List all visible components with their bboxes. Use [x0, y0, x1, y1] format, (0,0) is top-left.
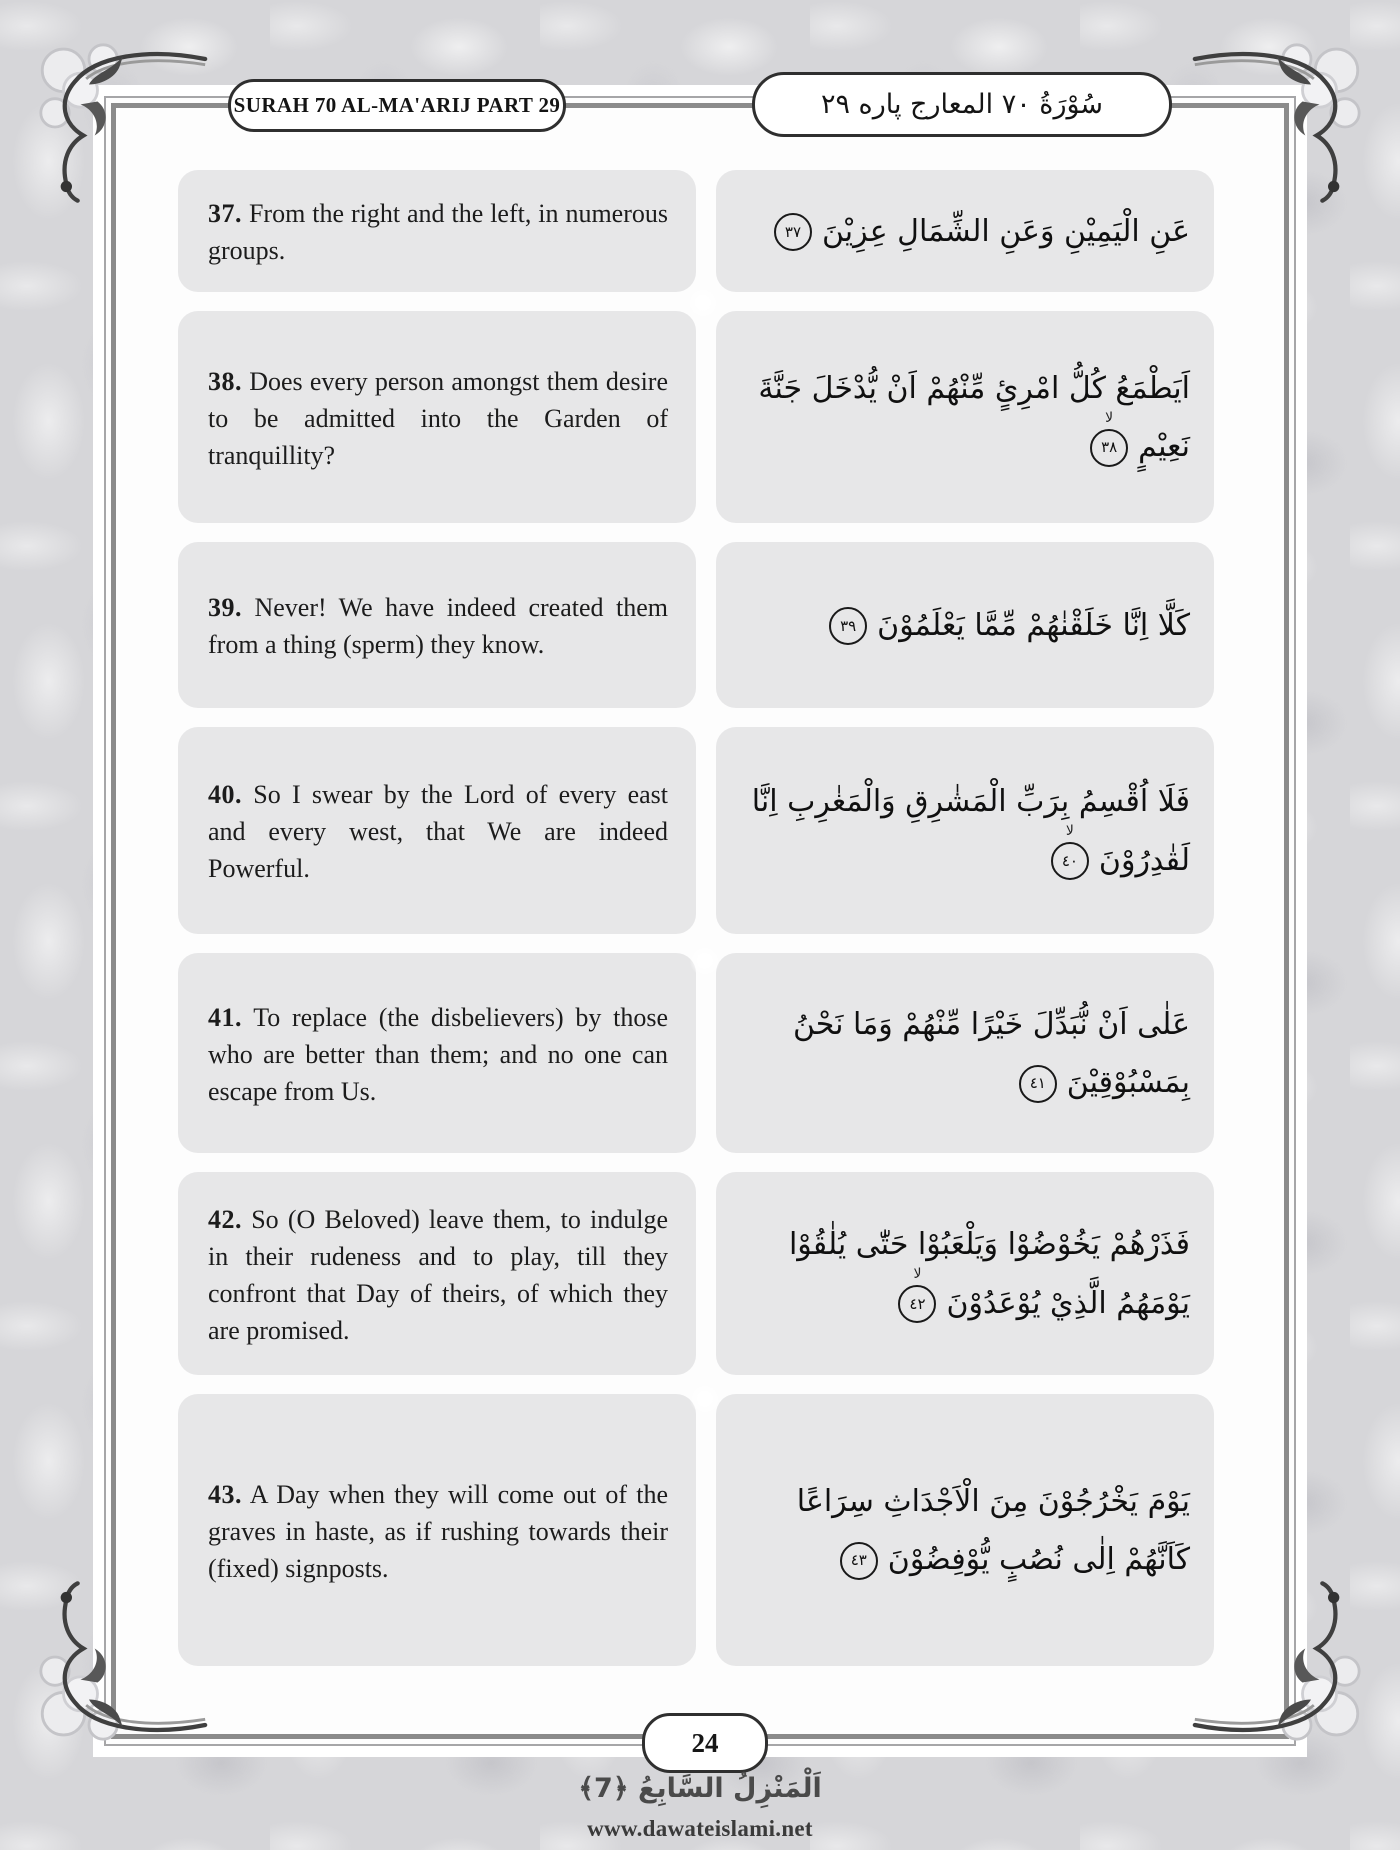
corner-flourish-bottom-right-ornament [1192, 1572, 1362, 1742]
verse-arabic-box [716, 170, 1214, 292]
corner-flourish-top-left-ornament [38, 42, 208, 212]
verse-translation-box [178, 542, 696, 708]
verse-translation: Never! We have indeed created them from a thing (sperm) they know. [208, 593, 668, 659]
verse-translation: So I swear by the Lord of every east and every west, that We are indeed Powerful. [208, 780, 669, 883]
ayah-end-marker [829, 607, 867, 645]
verse-arabic-text [738, 773, 1190, 890]
verse-arabic-text [738, 996, 1190, 1113]
waqf-mark: لا [1065, 823, 1074, 839]
verse-arabic-text [738, 360, 1190, 477]
verse-number: 38. [208, 366, 242, 396]
arabic-verse: يَوْمَ يَخْرُجُوْنَ مِنَ الْاَجْدَاثِ سِرَاعًا كَاَنَّهُمْ اِلٰى نُصُبٍ يُّوْفِضُوْنَ [796, 1483, 1190, 1577]
verse-translation-text [208, 999, 668, 1110]
website-url: www.dawateislami.net [587, 1816, 813, 1841]
scan-glare-sparkle [690, 946, 720, 976]
verse-number: 41. [208, 1002, 242, 1032]
ayah-end-marker [1051, 823, 1089, 880]
verse-number: 42. [208, 1204, 242, 1234]
verse-number: 37. [208, 199, 242, 228]
ayah-number: ٤٠ [1061, 851, 1078, 870]
verse-table [178, 170, 1214, 1685]
scan-glare-sparkle [690, 1384, 720, 1414]
ayah-end-marker [774, 213, 812, 251]
page-frame [104, 96, 1296, 1746]
verse-translation-text [208, 1201, 668, 1349]
waqf-mark: لا [1105, 409, 1114, 426]
verse-translation: Does every person amongst them desire to be admitted into the Garden of tranquillity? [208, 366, 669, 470]
verse-arabic-box [716, 953, 1214, 1153]
verse-translation-box [178, 1172, 696, 1375]
arabic-verse: كَلَّا اِنَّا خَلَقْنٰهُمْ مِّمَّا يَعْلَمُوْنَ [877, 607, 1190, 643]
page-number-badge: 24 [642, 1713, 768, 1773]
verse-row [178, 311, 1214, 523]
verse-arabic-text [738, 203, 1190, 262]
arabic-verse: فَلَا اُقْسِمُ بِرَبِّ الْمَشٰرِقِ وَالْمَغٰرِبِ اِنَّا لَقٰدِرُوْنَ [751, 784, 1190, 878]
arabic-verse: فَذَرْهُمْ يَخُوْضُوْا وَيَلْعَبُوْا حَتّٰى يُلٰقُوْا يَوْمَهُمُ الَّذِيْ يُوْعَدُوْنَ [788, 1227, 1190, 1321]
verse-translation-box [178, 311, 696, 523]
verse-translation-text [208, 195, 668, 269]
verse-row [178, 542, 1214, 708]
verse-arabic-text [738, 1216, 1190, 1333]
verse-translation: To replace (the disbelievers) by those who are better than them; and no one can escape from Us. [208, 1002, 668, 1106]
verse-translation-text [208, 363, 668, 474]
ayah-end-marker [840, 1542, 878, 1580]
verse-arabic-box [716, 1394, 1214, 1666]
scan-glare-sparkle [688, 288, 718, 318]
ayah-number: ٤٣ [850, 1551, 867, 1569]
verse-translation-text [208, 1476, 668, 1587]
verse-translation: So (O Beloved) leave them, to indulge in their rudeness and to play, till they confront that Day of theirs, of which they are promised. [208, 1204, 668, 1345]
arabic-verse: عَنِ الْيَمِيْنِ وَعَنِ الشِّمَالِ عِزِيْنَ [821, 213, 1190, 249]
verse-translation-box [178, 170, 696, 292]
ayah-number: ٣٩ [840, 616, 857, 635]
verse-arabic-box [716, 727, 1214, 934]
verse-row [178, 170, 1214, 292]
surah-title-arabic: سُوْرَةُ ٧٠ المعارج پاره ٢٩ [752, 72, 1172, 137]
corner-flourish-bottom-left-ornament [38, 1572, 208, 1742]
ayah-end-marker [1090, 409, 1128, 467]
verse-number: 39. [208, 593, 242, 622]
ayah-number: ٤١ [1029, 1074, 1046, 1092]
ayah-end-marker [1019, 1065, 1057, 1103]
ayah-end-marker [898, 1266, 936, 1323]
arabic-verse: اَيَطْمَعُ كُلُّ امْرِئٍ مِّنْهُمْ اَنْ يُّدْخَلَ جَنَّةَ نَعِيْمٍ [758, 370, 1190, 464]
verse-row [178, 727, 1214, 934]
verse-translation: From the right and the left, in numerous groups. [208, 199, 668, 265]
verse-arabic-box [716, 311, 1214, 523]
corner-flourish-top-right-ornament [1192, 42, 1362, 212]
verse-arabic-text [738, 1473, 1190, 1590]
manzil-label: اَلْمَنْزِلُ السَّابِعُ ﴿7﴾ [578, 1773, 822, 1804]
ayah-number: ٤٢ [909, 1294, 926, 1313]
verse-translation-box [178, 727, 696, 934]
verse-translation-text [208, 589, 668, 663]
ayah-number: ٣٨ [1101, 438, 1118, 456]
verse-arabic-box [716, 1172, 1214, 1375]
surah-title-english: SURAH 70 AL-MA'ARIJ PART 29 [228, 79, 566, 132]
waqf-mark: لا [913, 1266, 922, 1282]
verse-number: 43. [208, 1479, 242, 1509]
arabic-verse: عَلٰى اَنْ نُّبَدِّلَ خَيْرًا مِّنْهُمْ وَمَا نَحْنُ بِمَسْبُوْقِيْنَ [792, 1006, 1190, 1100]
verse-row [178, 953, 1214, 1153]
verse-row [178, 1394, 1214, 1666]
verse-translation-text [208, 776, 668, 887]
verse-translation-box [178, 1394, 696, 1666]
verse-row [178, 1172, 1214, 1375]
verse-translation: A Day when they will come out of the graves in haste, as if rushing towards their (fixed) signposts. [208, 1479, 668, 1583]
verse-arabic-box [716, 542, 1214, 708]
ayah-number: ٣٧ [784, 222, 802, 241]
verse-translation-box [178, 953, 696, 1153]
verse-arabic-text [738, 597, 1190, 656]
verse-number: 40. [208, 780, 242, 809]
